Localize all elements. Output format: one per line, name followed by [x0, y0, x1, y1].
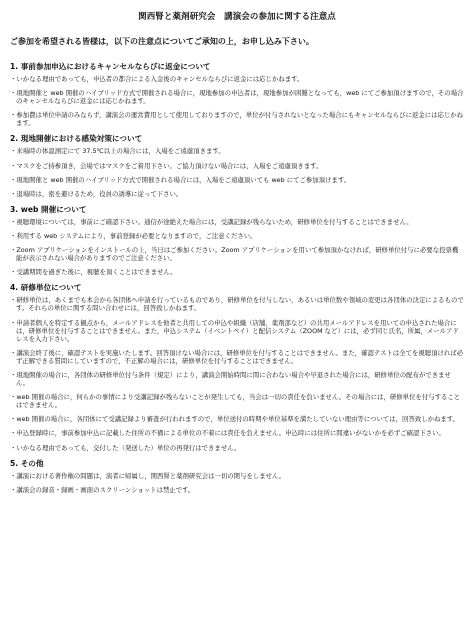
section-web [10, 204, 464, 276]
list-item: ・ いかなる理由であっても，申込者の都合による入金後のキャンセルならびに返金には応じかねます。 [10, 75, 464, 83]
list-item: ・ 参加費は単位申請のみならず，講演会の運営費用として使用しておりますので，単位が付与されないとなった場合にもキャンセルならびに返金には応じかねます。 [10, 111, 464, 127]
section-credits [10, 282, 464, 451]
list-item: ・ 退場時は，密を避けるため，役員の誘導に従って下さい。 [10, 190, 464, 198]
section-cancellation [10, 61, 464, 127]
list-item: ・ 受講期間を過ぎた後に，視聴を頂くことはできません。 [10, 268, 464, 276]
document-intro: ご参加を希望される皆様は，以下の注意点についてご承知の上，お申し込み下さい。 [10, 37, 314, 46]
list-item: ・ 講演会の録音・録画・画面のスクリーンショットは禁止です。 [10, 486, 464, 494]
section-heading: 5. その他 [10, 458, 44, 468]
document-title: 関西腎と薬剤研究会 講演会の参加に関する注意点 [138, 12, 336, 22]
section-other [10, 458, 464, 494]
list-item: ・ web 開催の場合に，何らかの事情により受講記録が残らないことが発生しても，当会は一切の責任を負いません。その場合には，研修単位を付与することはできません。 [10, 393, 464, 409]
list-item: ・ web 開催の場合に，各団体にて受講記録より審査が行われますので，単位送付の時期や単位基準を満たしていない理由等については，回答致しかねます。 [10, 415, 464, 423]
section-infection-control [10, 133, 464, 197]
list-item: ・ 申込登録時に，事前参加申込に記載した住所の不備による単位の不着には責任を負えません。申込時には住所に間違いがないかを必ずご確認下さい。 [10, 429, 464, 437]
list-item: ・ 講演における著作権の問題は，演者に帰属し，関西腎と薬剤研究会は一切の関与をしません。 [10, 472, 464, 480]
list-item: ・ 利用する web システムにより，事前登録が必要となりますので，ご注意ください。 [10, 232, 464, 240]
list-item: ・ 申請者個人を特定する観点から，メールアドレスを他者と共用しての申込や組織（店舗，薬剤部など）の共用メールアドレスを用いての申込された場合には，研修単位を付与することはできません。また，申込システム（イベントペイ）と配信システム（ZOOM など）には，必ず同じ氏名，所属，メールアドレスを入力下さい。 [10, 319, 464, 343]
list-item: ・ 現地開催と web 開催のハイブリッド方式で開催される場合に，現地参加の申込者は，現地参加が困難となっても，web にてご参加頂けますので，その場合のキャンセルならびに返金には応じかねます。 [10, 89, 464, 105]
list-item: ・ 研修単位は，あくまでも本会から各団体へ申請を行っているものであり，研修単位を付与しない，あるいは単位数や領域の変更は各団体の決定によるものです。それらの単位に関する問い合わせには，回答致しかねます。 [10, 296, 464, 312]
list-item: ・ 視聴環境については，事前にご確認下さい。通信が途絶えた場合には，受講記録が残らないため，研修単位を付与することはできません。 [10, 218, 464, 226]
section-heading: 3. web 開催について [10, 204, 87, 214]
section-heading: 4. 研修単位について [10, 283, 82, 293]
list-item: ・ 現地開催の場合に，各団体の研修単位付与条件（規定）により，講演会開始時間に間に合わない場合や早退された場合には，研修単位の配布ができません。 [10, 371, 464, 387]
list-item: ・ いかなる理由であっても，交付した（発送した）単位の再発行はできません。 [10, 444, 464, 452]
section-heading: 1. 事前参加申込におけるキャンセルならびに返金について [10, 62, 211, 71]
section-heading: 2. 現地開催における感染対策について [10, 134, 143, 144]
list-item: ・ Zoom アプリケーションをインストールの上，当日はご参加ください。Zoom アプリケーションを用いて参加頂かなければ，研修単位付与に必要な投票機能が表示されない場合がありますのでご注意ください。 [10, 246, 464, 262]
list-item: ・ 来場時の体温測定にて 37.5℃以上の場合には，入場をご遠慮頂きます。 [10, 147, 464, 155]
list-item: ・ 講演会終了後に，確認テストを実施いたします。回答頂けない場合には，研修単位を付与することはできません。また，確認テストは全てを視聴頂ければ必ず正解できる質問にしていますので，不正解の場合には，研修単位を付与することはできません。 [10, 349, 464, 365]
list-item: ・ マスクをご持参頂き，会場ではマスクをご着用下さい。ご協力頂けない場合には，入場をご遠慮頂きます。 [10, 162, 464, 170]
list-item: ・ 現地開催と web 開催のハイブリッド方式で開催される場合には，入場をご遠慮頂いても web にてご参加頂けます。 [10, 176, 464, 184]
